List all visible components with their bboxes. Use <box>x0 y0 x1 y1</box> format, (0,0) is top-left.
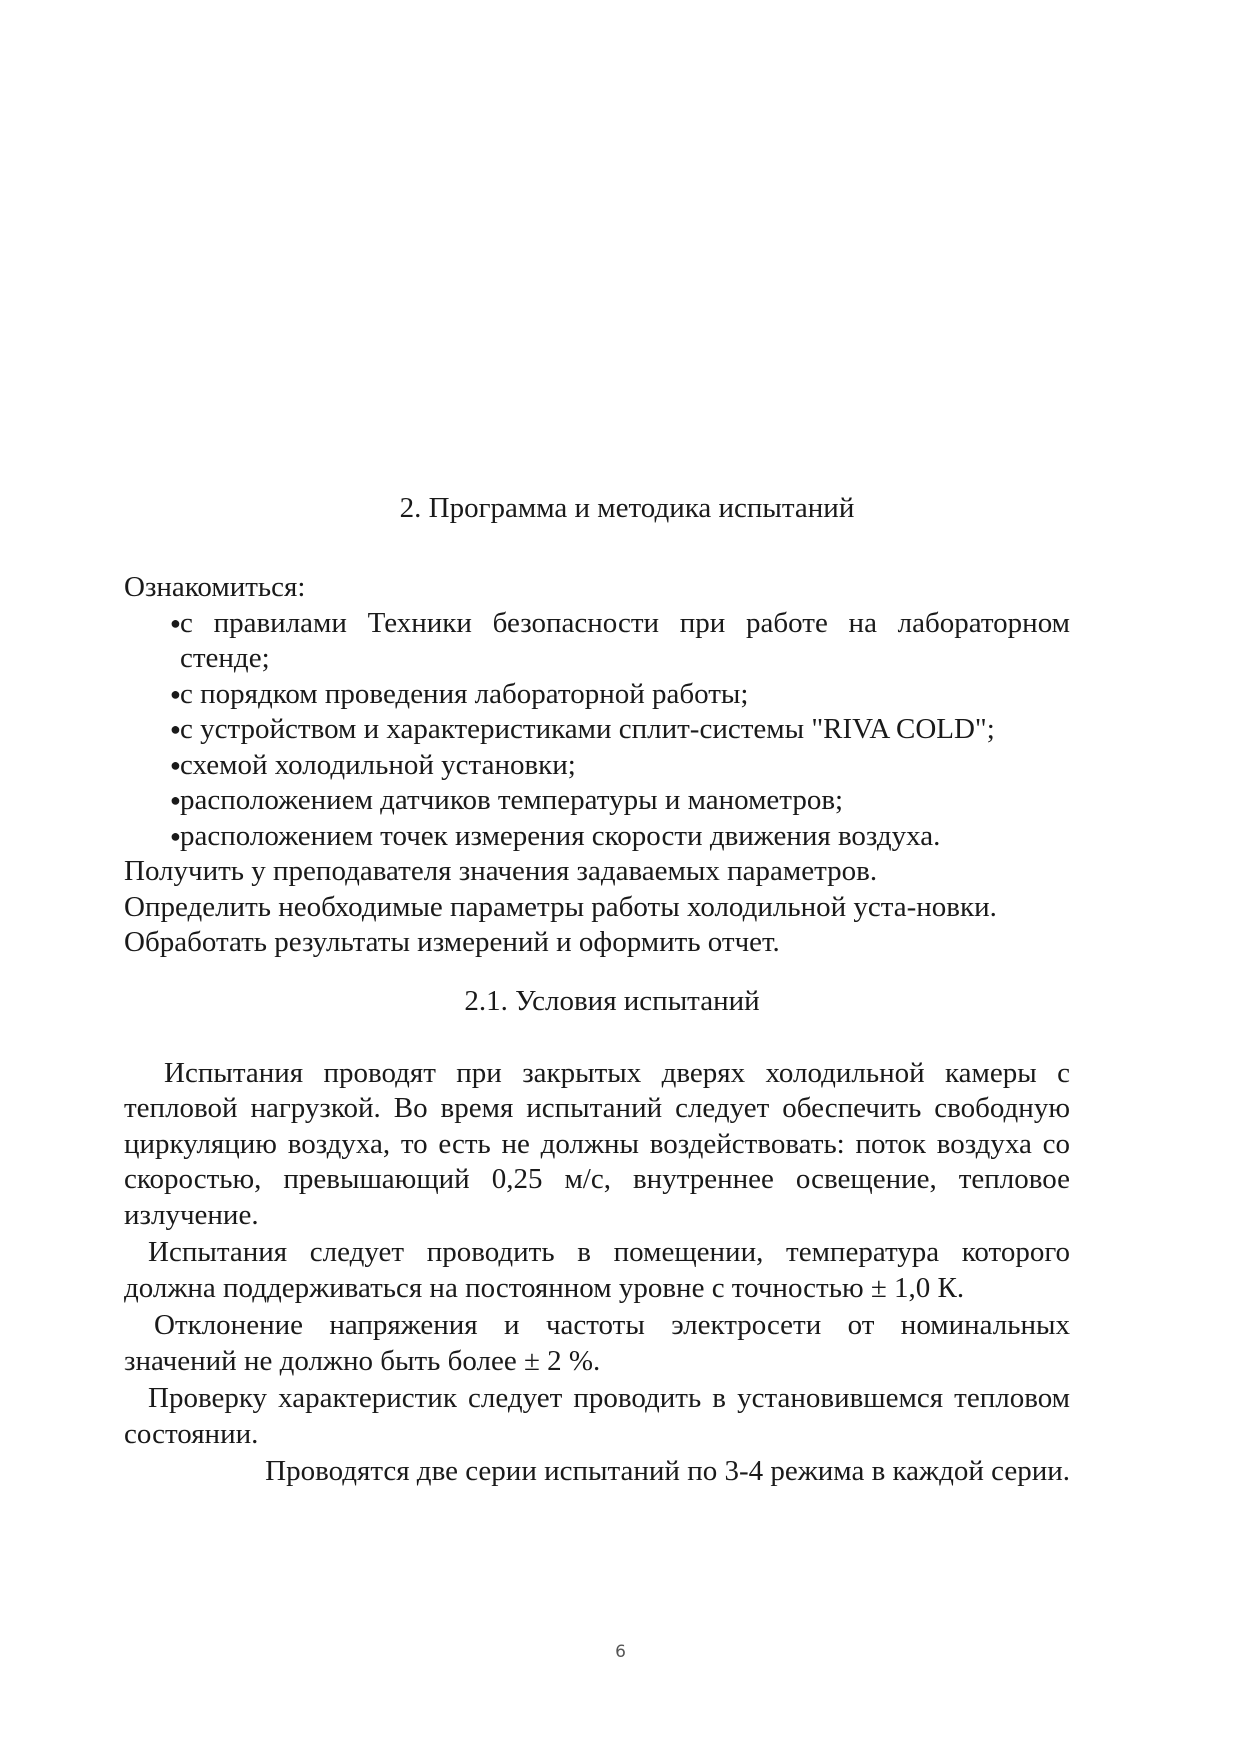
paragraph: Отклонение напряжения и частоты электросети от номинальных значений не должно быть более ± 2 %. <box>124 1309 1070 1377</box>
paragraph: Испытания проводят при закрытых дверях холодильной камеры с тепловой нагрузкой. Во время испытаний следует обеспечить свободную циркуляцию воздуха, то есть не должны воздействовать: поток воздуха со скоростью, превышающий 0,25 м/с, внутреннее освещение, тепловое излучение. <box>124 1056 1070 1231</box>
step-text: Получить у преподавателя значения задаваемых параметров. <box>124 855 878 887</box>
list-item: ●с правилами Техники безопасности при работе на лабораторном стенде; <box>124 606 1070 677</box>
bullet-list <box>124 606 1070 855</box>
paragraph: Испытания следует проводить в помещении, температура которого должна поддерживаться на постоянном уровне с точностью ± 1,0 К. <box>124 1236 1070 1304</box>
section-title: 2. Программа и методика испытаний <box>399 492 855 524</box>
step-text: Обработать результаты измерений и оформить отчет. <box>124 926 780 958</box>
bullet-icon: ● <box>170 825 181 846</box>
paragraph: Проводятся две серии испытаний по 3-4 режима в каждой серии. <box>265 1455 1070 1487</box>
bullet-icon: ● <box>170 790 181 810</box>
list-item: ●с устройством и характеристиками сплит-системы "RIVA COLD"; <box>124 712 1070 748</box>
bullet-icon: ● <box>170 612 181 633</box>
page-content <box>124 486 1070 1492</box>
bullet-icon: ● <box>170 754 181 775</box>
page-number: 6 <box>615 1642 626 1662</box>
list-item: ●расположением датчиков температуры и манометров; <box>124 783 1070 819</box>
bullet-icon: ● <box>170 719 181 739</box>
step-text: Определить необходимые параметры работы холодильной уста-новки. <box>124 890 997 923</box>
subsection-title: 2.1. Условия испытаний <box>464 984 760 1017</box>
bullet-icon: ● <box>170 683 181 704</box>
list-item: ●с порядком проведения лабораторной работы; <box>124 677 1070 713</box>
paragraph: Проверку характеристик следует проводить в установившемся тепловом состоянии. <box>124 1382 1070 1450</box>
intro-text: Ознакомиться: <box>124 571 306 603</box>
list-item: ●расположением точек измерения скорости движения воздуха. <box>124 819 1070 855</box>
list-item: ●схемой холодильной установки; <box>124 748 1070 784</box>
